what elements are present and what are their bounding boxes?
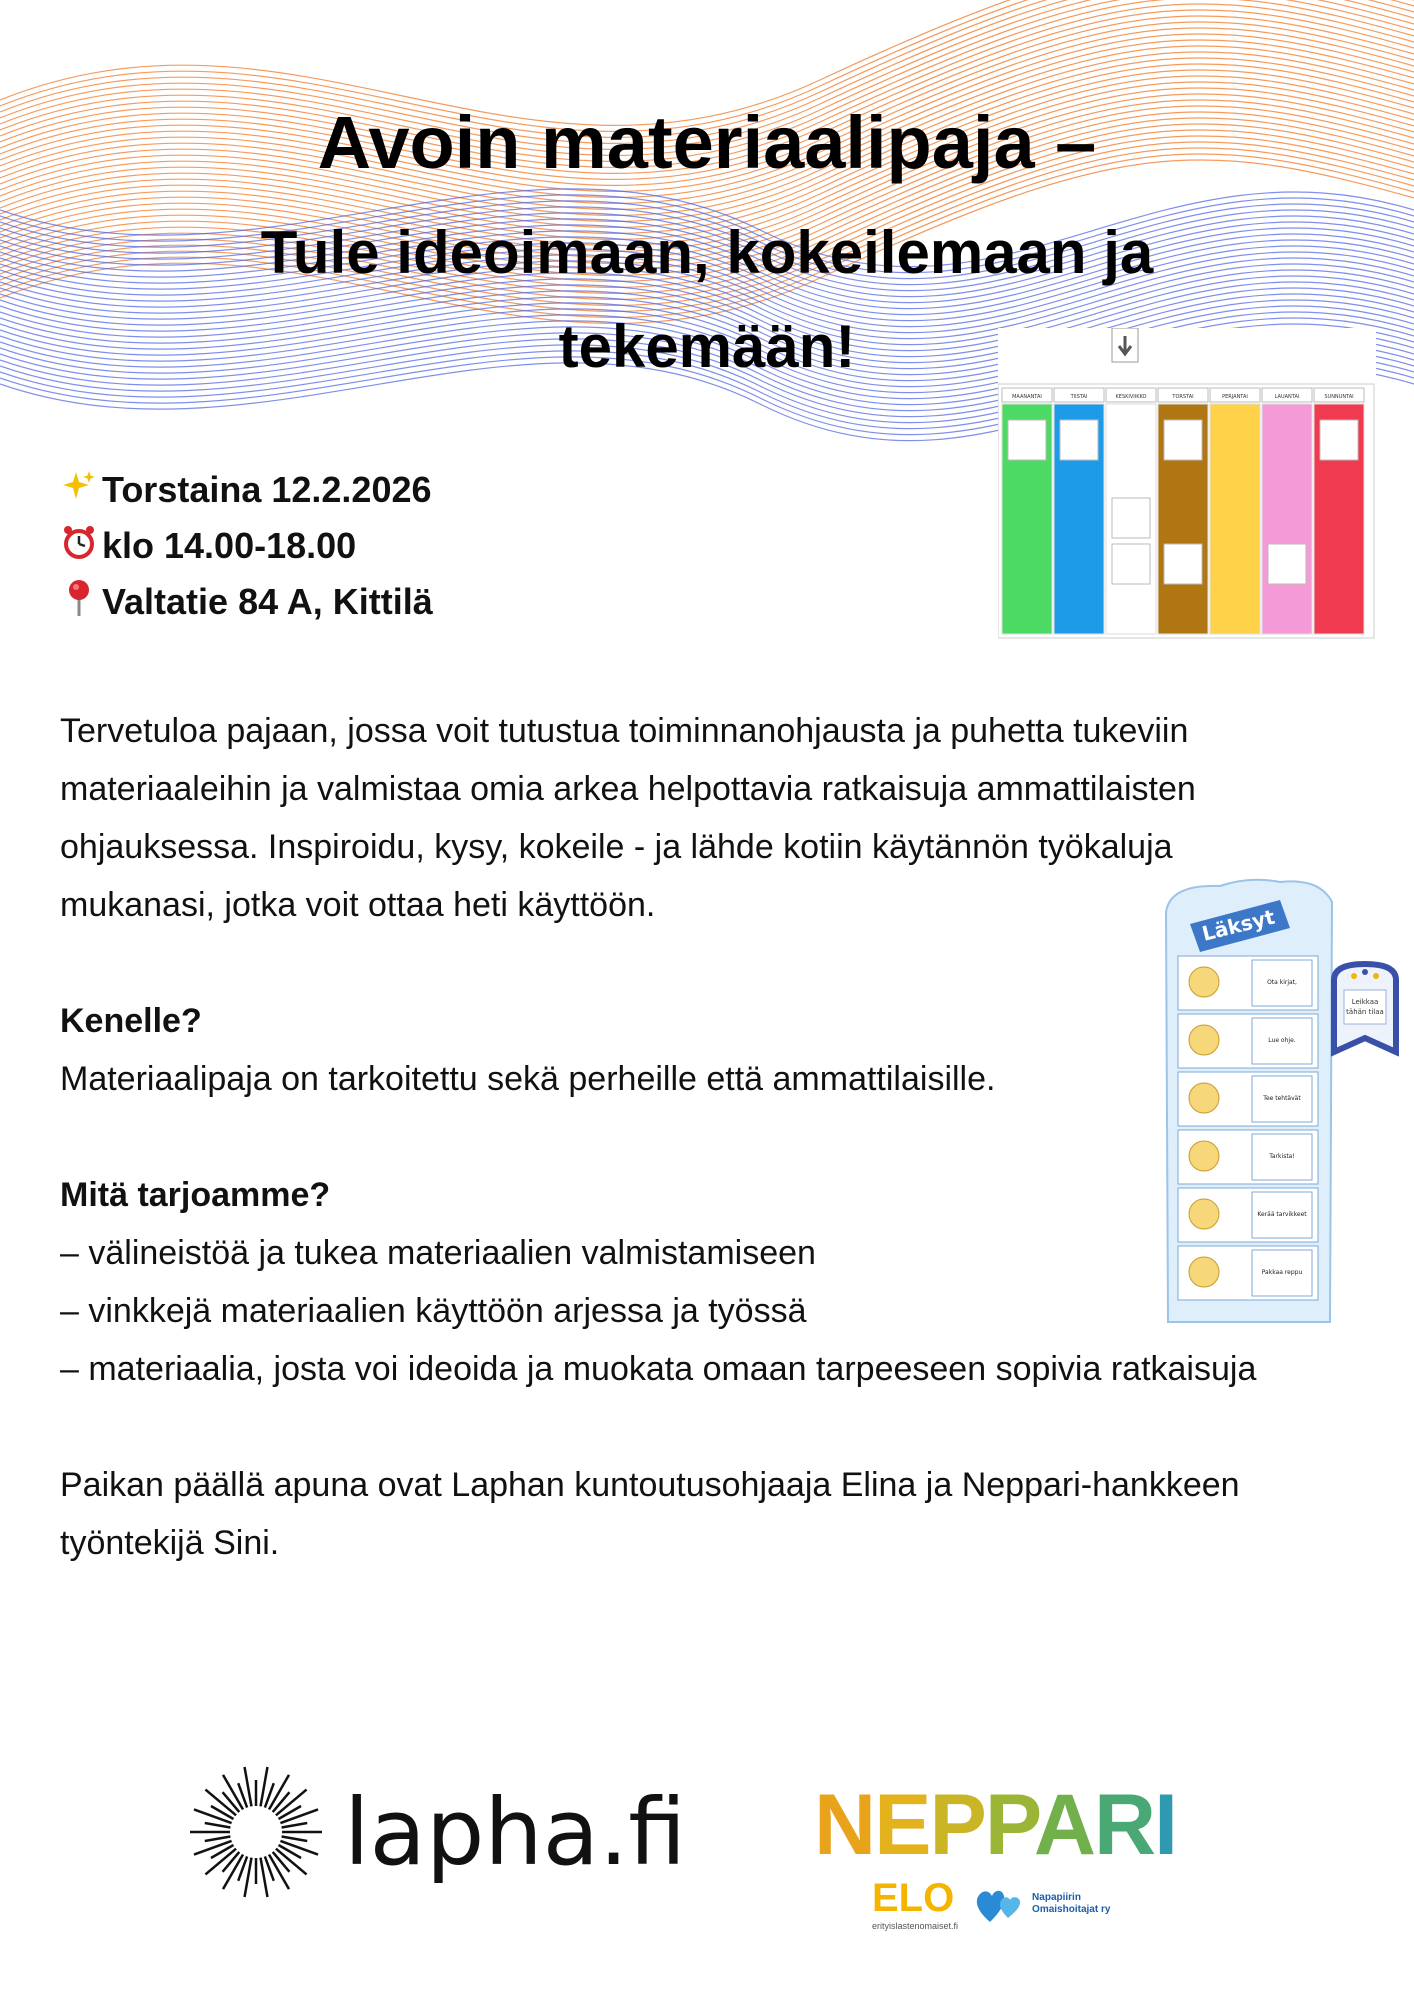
offer-item: – materiaalia, josta voi ideoida ja muokata omaan tarpeeseen sopivia ratkaisuja [60,1350,1257,1388]
neppari-letter: P [984,1777,1034,1873]
offer-item: – vinkkejä materiaalien käyttöön arjessa ja työssä [60,1292,807,1330]
svg-text:Läksyt: Läksyt [1199,904,1278,946]
napa-line-1: Napapiirin [1032,1891,1081,1903]
lapha-logo [186,1762,686,1902]
svg-text:Lue ohje.: Lue ohje. [1268,1037,1296,1044]
svg-text:LAUANTAI: LAUANTAI [1274,394,1300,400]
event-location: Valtatie 84 A, Kittilä [102,581,433,622]
event-time-row [60,518,433,574]
alarm-clock-icon [60,524,98,569]
svg-text:SUNNUNTAI: SUNNUNTAI [1324,394,1354,400]
lapha-logo-text: lapha.fi [344,1778,687,1886]
sunburst-icon [186,1762,326,1902]
who-text: Materiaalipaja on tarkoitettu sekä perheille että ammattilaisille. [60,1060,996,1098]
title-line-2: Tule ideoimaan, kokeilemaan ja [260,219,1154,286]
hearts-icon [974,1882,1026,1926]
svg-text:Leikkaa: Leikkaa [1351,998,1379,1006]
offer-item: – välineistöä ja tukea materiaalien valmistamiseen [60,1234,816,1272]
elo-logo [872,1876,958,1931]
neppari-wordmark [814,1777,1176,1873]
svg-text:TORSTAI: TORSTAI [1172,394,1194,400]
svg-text:Kerää tarvikkeet: Kerää tarvikkeet [1257,1211,1307,1218]
neppari-letter: R [1093,1777,1155,1873]
main-content [60,702,1340,1572]
svg-text:KESKIVIIKKO: KESKIVIIKKO [1115,394,1147,400]
napa-line-2: Omaishoitajat ry [1032,1903,1111,1915]
svg-text:Pakkaa reppu: Pakkaa reppu [1261,1269,1303,1276]
napapiirin-logo-text [1032,1892,1110,1916]
offer-heading: Mitä tarjoamme? [60,1176,331,1214]
svg-text:Tarkista!: Tarkista! [1269,1153,1295,1160]
neppari-letter: P [929,1777,985,1873]
event-details [60,462,433,630]
title-line-3: tekemään! [558,313,856,380]
weekly-schedule-board-image [998,328,1376,640]
event-date: Torstaina 12.2.2026 [102,469,432,510]
intro-paragraph: Tervetuloa pajaan, jossa voit tutustua toiminnanohjausta ja puhetta tukeviin materiaaleihin ja valmistaa omia arkea helpottavia ratkaisuja ammattilaisten ohjauksessa. Inspiroidu, kysy, kokeile - ja lähde kotiin käytännön työkaluja mukanasi, jotka voit ottaa heti käyttöön. [60,712,1196,924]
staff-paragraph: Paikan päällä apuna ovat Laphan kuntoutusohjaaja Elina ja Neppari-hankkeen työntekijä Sini. [60,1466,1240,1562]
svg-text:tähän tilaa: tähän tilaa [1346,1008,1384,1016]
svg-text:Ota kirjat,: Ota kirjat, [1267,979,1297,986]
neppari-letter: E [874,1777,930,1873]
neppari-letter: A [1033,1777,1094,1873]
partner-logos [814,1876,1134,1931]
elo-logo-text: ELO [872,1876,955,1920]
svg-text:TIISTAI: TIISTAI [1070,394,1088,400]
who-heading: Kenelle? [60,1002,202,1040]
elo-url: erityislastenomaiset.fi [872,1921,959,1931]
event-date-row [60,462,433,518]
title-line-1: Avoin materiaalipaja – [317,101,1097,184]
event-location-row [60,574,433,630]
neppari-letter: N [814,1777,875,1873]
neppari-logo [814,1777,1176,1931]
svg-text:MAANANTAI: MAANANTAI [1012,394,1042,400]
svg-text:PERJANTAI: PERJANTAI [1222,394,1248,400]
pin-icon [60,579,98,626]
svg-text:Tee tehtävät: Tee tehtävät [1263,1095,1301,1102]
sparkles-icon [60,469,98,512]
event-time: klo 14.00-18.00 [102,525,357,566]
neppari-letter: I [1154,1777,1176,1873]
